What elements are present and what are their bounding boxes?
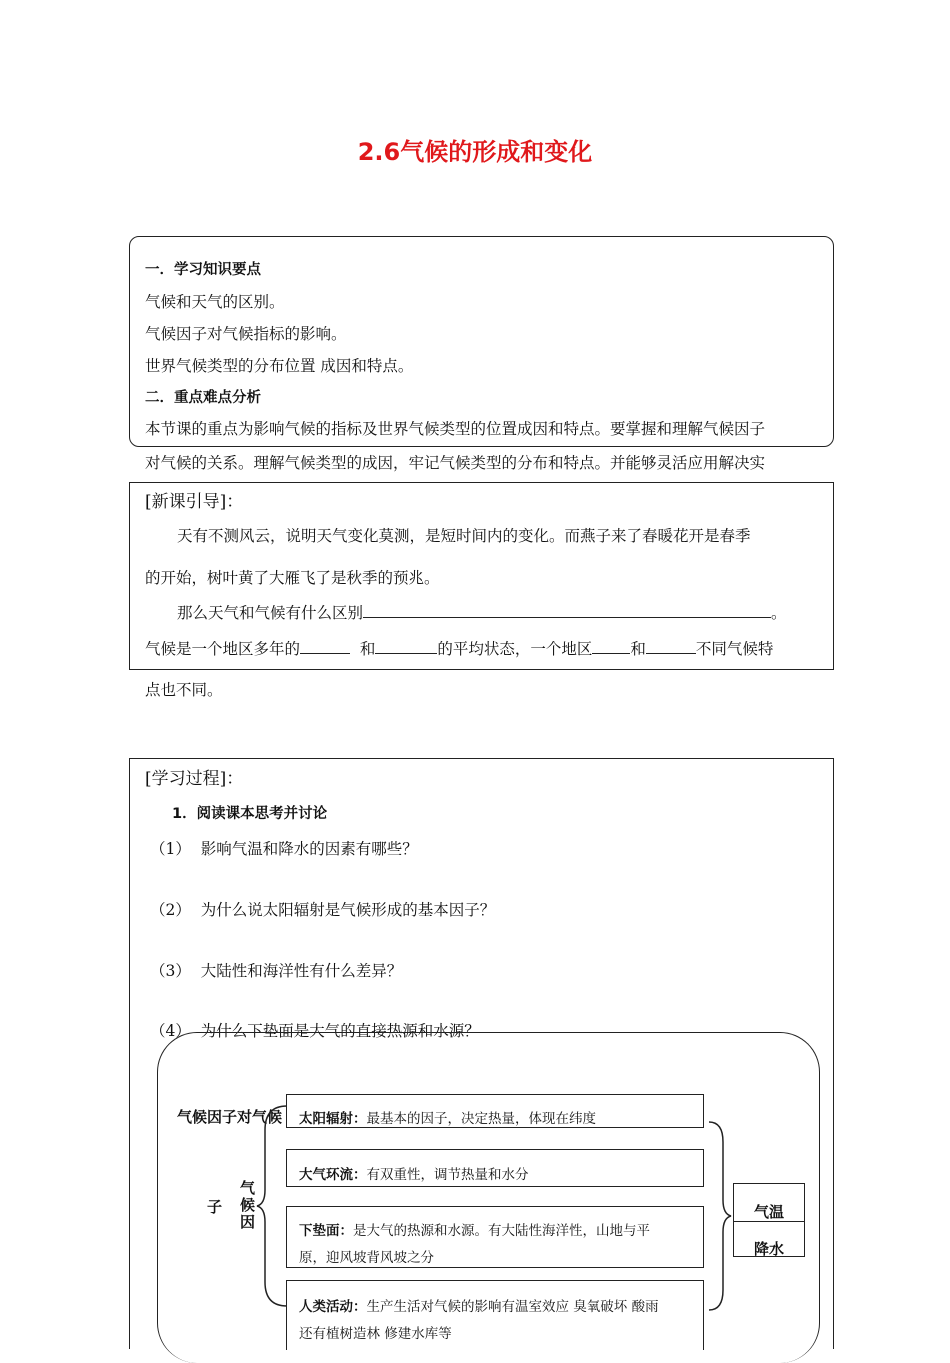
analysis-text: 对气候的关系。理解气候类型的成因，牢记气候类型的分布和特点。并能够灵活应用解决实 bbox=[145, 454, 766, 472]
answer-blank[interactable] bbox=[375, 639, 437, 654]
factor-box-human bbox=[286, 1280, 704, 1350]
intro-paragraph: 天有不测风云，说明天气变化莫测，是短时间内的变化。而燕子来了春暖花开是春季 bbox=[177, 527, 751, 545]
question-text: 为什么说太阳辐射是气候形成的基本因子？ bbox=[200, 901, 496, 919]
result-precipitation: 降水 bbox=[733, 1221, 805, 1257]
factor-name: 人类活动： bbox=[299, 1299, 367, 1315]
factor-box-solar bbox=[286, 1094, 704, 1128]
fill-text: 不同气候特 bbox=[695, 640, 774, 658]
key-point-item: 世界气候类型的分布位置 成因和特点。 bbox=[145, 357, 414, 375]
process-step: 1．阅读课本思考并讨论 bbox=[172, 806, 328, 822]
question-number: （4） bbox=[150, 1022, 191, 1040]
analysis-heading: 二．重点难点分析 bbox=[145, 390, 261, 406]
question-number: （3） bbox=[150, 962, 191, 980]
key-points-heading: 一．学习知识要点 bbox=[145, 262, 261, 278]
factor-desc: 生产生活对气候的影响有温室效应 臭氧破坏 酸雨 bbox=[366, 1299, 659, 1315]
factor-label-left: 子 bbox=[207, 1198, 223, 1216]
answer-blank[interactable] bbox=[592, 639, 630, 654]
answer-blank[interactable] bbox=[646, 639, 696, 654]
question-item bbox=[150, 959, 402, 981]
intro-header: [新课引导]： bbox=[145, 487, 243, 512]
answer-blank[interactable] bbox=[300, 639, 350, 654]
question-number: （2） bbox=[150, 901, 191, 919]
factor-desc: 有双重性，调节热量和水分 bbox=[366, 1167, 529, 1183]
factor-desc: 最基本的因子，决定热量，体现在纬度 bbox=[366, 1111, 596, 1127]
question-text: 大陆性和海洋性有什么差异？ bbox=[200, 962, 403, 980]
factor-name: 下垫面： bbox=[299, 1223, 353, 1239]
answer-blank[interactable] bbox=[363, 603, 771, 618]
intro-paragraph: 的开始，树叶黄了大雁飞了是秋季的预兆。 bbox=[145, 569, 440, 587]
factor-desc: 是大气的热源和水源。有大陆性海洋性，山地与平 bbox=[353, 1223, 650, 1239]
question-end: 。 bbox=[771, 604, 787, 622]
question-text: 为什么下垫面是大气的直接热源和水源？ bbox=[200, 1022, 480, 1040]
fill-text: 气候是一个地区多年的 bbox=[145, 640, 301, 658]
fill-text: 和 bbox=[630, 640, 646, 658]
intro-question bbox=[177, 601, 787, 623]
factor-desc: 原，迎风坡背风坡之分 bbox=[299, 1250, 434, 1266]
question-item bbox=[150, 837, 418, 859]
page-title: 2.6气候的形成和变化 bbox=[357, 138, 593, 166]
fill-text: 和 bbox=[359, 640, 376, 658]
fill-in-tail: 点也不同。 bbox=[145, 681, 223, 699]
fill-text: 的平均状态，一个地区 bbox=[437, 640, 593, 658]
factor-box-surface bbox=[286, 1206, 704, 1268]
left-brace bbox=[255, 1100, 295, 1310]
key-point-item: 气候和天气的区别。 bbox=[145, 293, 285, 311]
result-temperature: 气温 bbox=[733, 1183, 805, 1221]
question-text: 影响气温和降水的因素有哪些？ bbox=[200, 840, 418, 858]
factor-box-circulation bbox=[286, 1149, 704, 1187]
analysis-text: 本节课的重点为影响气候的指标及世界气候类型的位置成因和特点。要掌握和理解气候因子 bbox=[145, 420, 766, 438]
factor-name: 大气环流： bbox=[299, 1167, 367, 1183]
question-text: 那么天气和气候有什么区别 bbox=[177, 604, 364, 622]
factor-label-vertical: 气候因 bbox=[240, 1179, 256, 1231]
process-header: [学习过程]： bbox=[145, 769, 244, 789]
right-brace bbox=[705, 1118, 735, 1318]
key-point-item: 气候因子对气候指标的影响。 bbox=[145, 325, 347, 343]
question-item bbox=[150, 898, 495, 920]
factor-desc: 还有植树造林 修建水库等 bbox=[299, 1326, 452, 1342]
factor-name: 太阳辐射： bbox=[299, 1111, 367, 1127]
fill-in-line bbox=[145, 637, 773, 659]
diagram-caption: 气候因子对气候 bbox=[177, 1108, 283, 1126]
question-number: （1） bbox=[150, 840, 191, 858]
